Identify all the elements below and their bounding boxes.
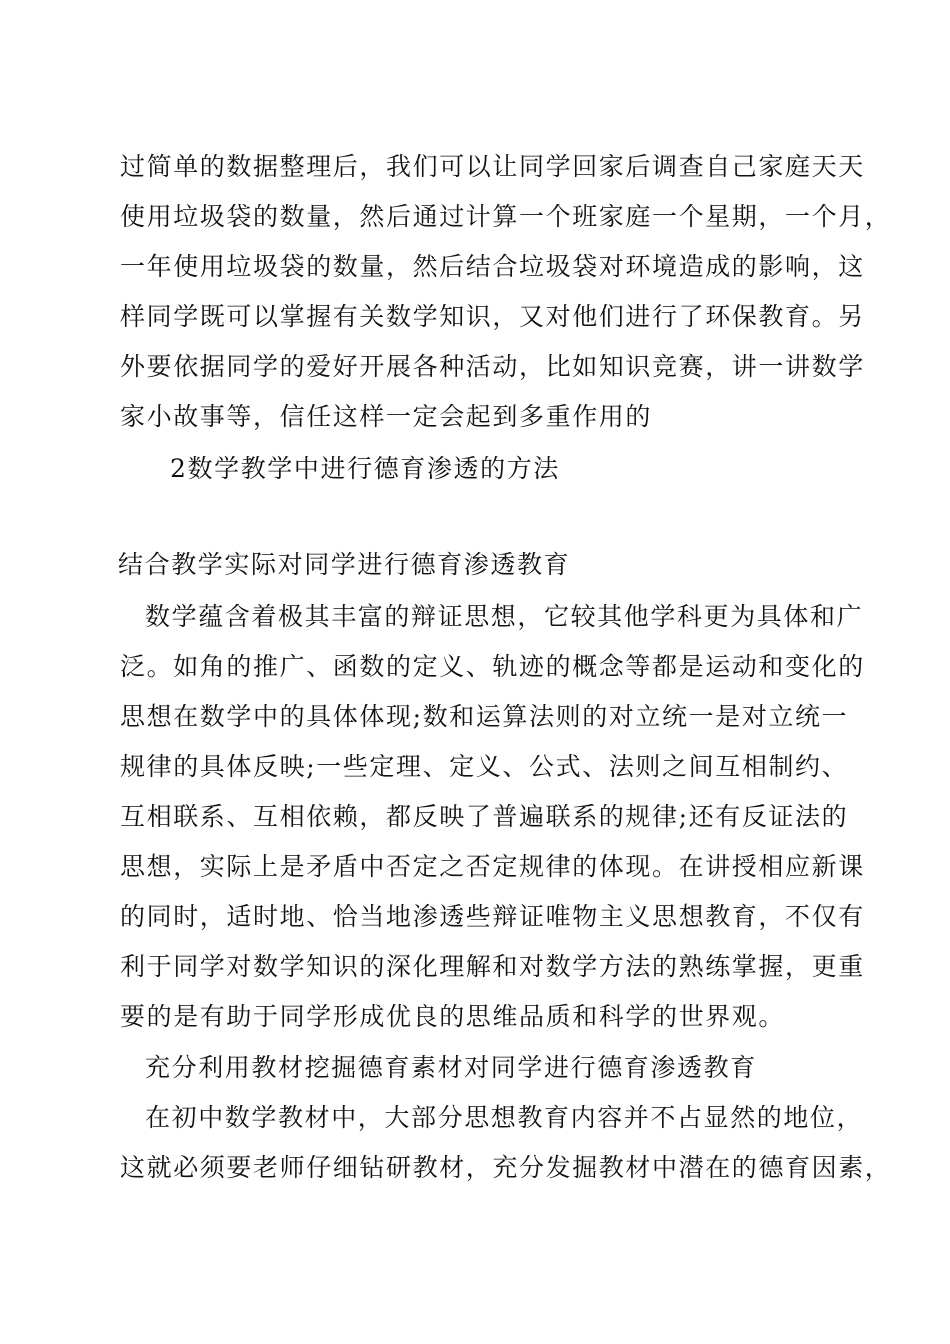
paragraph-line: 使用垃圾袋的数量，然后通过计算一个班家庭一个星期，一个月， bbox=[120, 202, 892, 231]
paragraph-line: 互相联系、互相依赖，都反映了普遍联系的规律;还有反证法的 bbox=[120, 802, 849, 831]
paragraph-line: 在初中数学教材中，大部分思想教育内容并不占显然的地位， bbox=[145, 1103, 864, 1132]
paragraph-line: 数学蕴含着极其丰富的辩证思想，它较其他学科更为具体和广 bbox=[145, 602, 864, 631]
paragraph-line: 要的是有助于同学形成优良的思维品质和科学的世界观。 bbox=[120, 1002, 786, 1031]
paragraph-line: 思想在数学中的具体体现;数和运算法则的对立统一是对立统一 bbox=[120, 702, 849, 731]
paragraph-line: 利于同学对数学知识的深化理解和对数学方法的熟练掌握，更重 bbox=[120, 952, 865, 981]
paragraph-line: 的同时，适时地、恰当地渗透些辩证唯物主义思想教育，不仅有 bbox=[120, 902, 865, 931]
paragraph-line: 泛。如角的推广、函数的定义、轨迹的概念等都是运动和变化的 bbox=[120, 652, 865, 681]
subsection-heading: 充分利用教材挖掘德育素材对同学进行德育渗透教育 bbox=[145, 1053, 757, 1082]
paragraph-line: 家小故事等，信任这样一定会起到多重作用的 bbox=[120, 402, 653, 431]
paragraph-line: 这就必须要老师仔细钻研教材，充分发掘教材中潜在的德育因素， bbox=[120, 1153, 892, 1182]
subsection-heading: 结合教学实际对同学进行德育渗透教育 bbox=[118, 550, 571, 579]
paragraph-line: 过简单的数据整理后，我们可以让同学回家后调查自己家庭天天 bbox=[120, 152, 865, 181]
paragraph-line: 样同学既可以掌握有关数学知识，又对他们进行了环保教育。另 bbox=[120, 302, 865, 331]
paragraph-line: 思想，实际上是矛盾中否定之否定规律的体现。在讲授相应新课 bbox=[120, 852, 865, 881]
paragraph-line: 规律的具体反映;一些定理、定义、公式、法则之间互相制约、 bbox=[120, 752, 849, 781]
paragraph-line: 一年使用垃圾袋的数量，然后结合垃圾袋对环境造成的影响，这 bbox=[120, 252, 865, 281]
section-heading: 2数学教学中进行德育渗透的方法 bbox=[170, 454, 560, 483]
paragraph-line: 外要依据同学的爱好开展各种活动，比如知识竞赛，讲一讲数学 bbox=[120, 352, 865, 381]
